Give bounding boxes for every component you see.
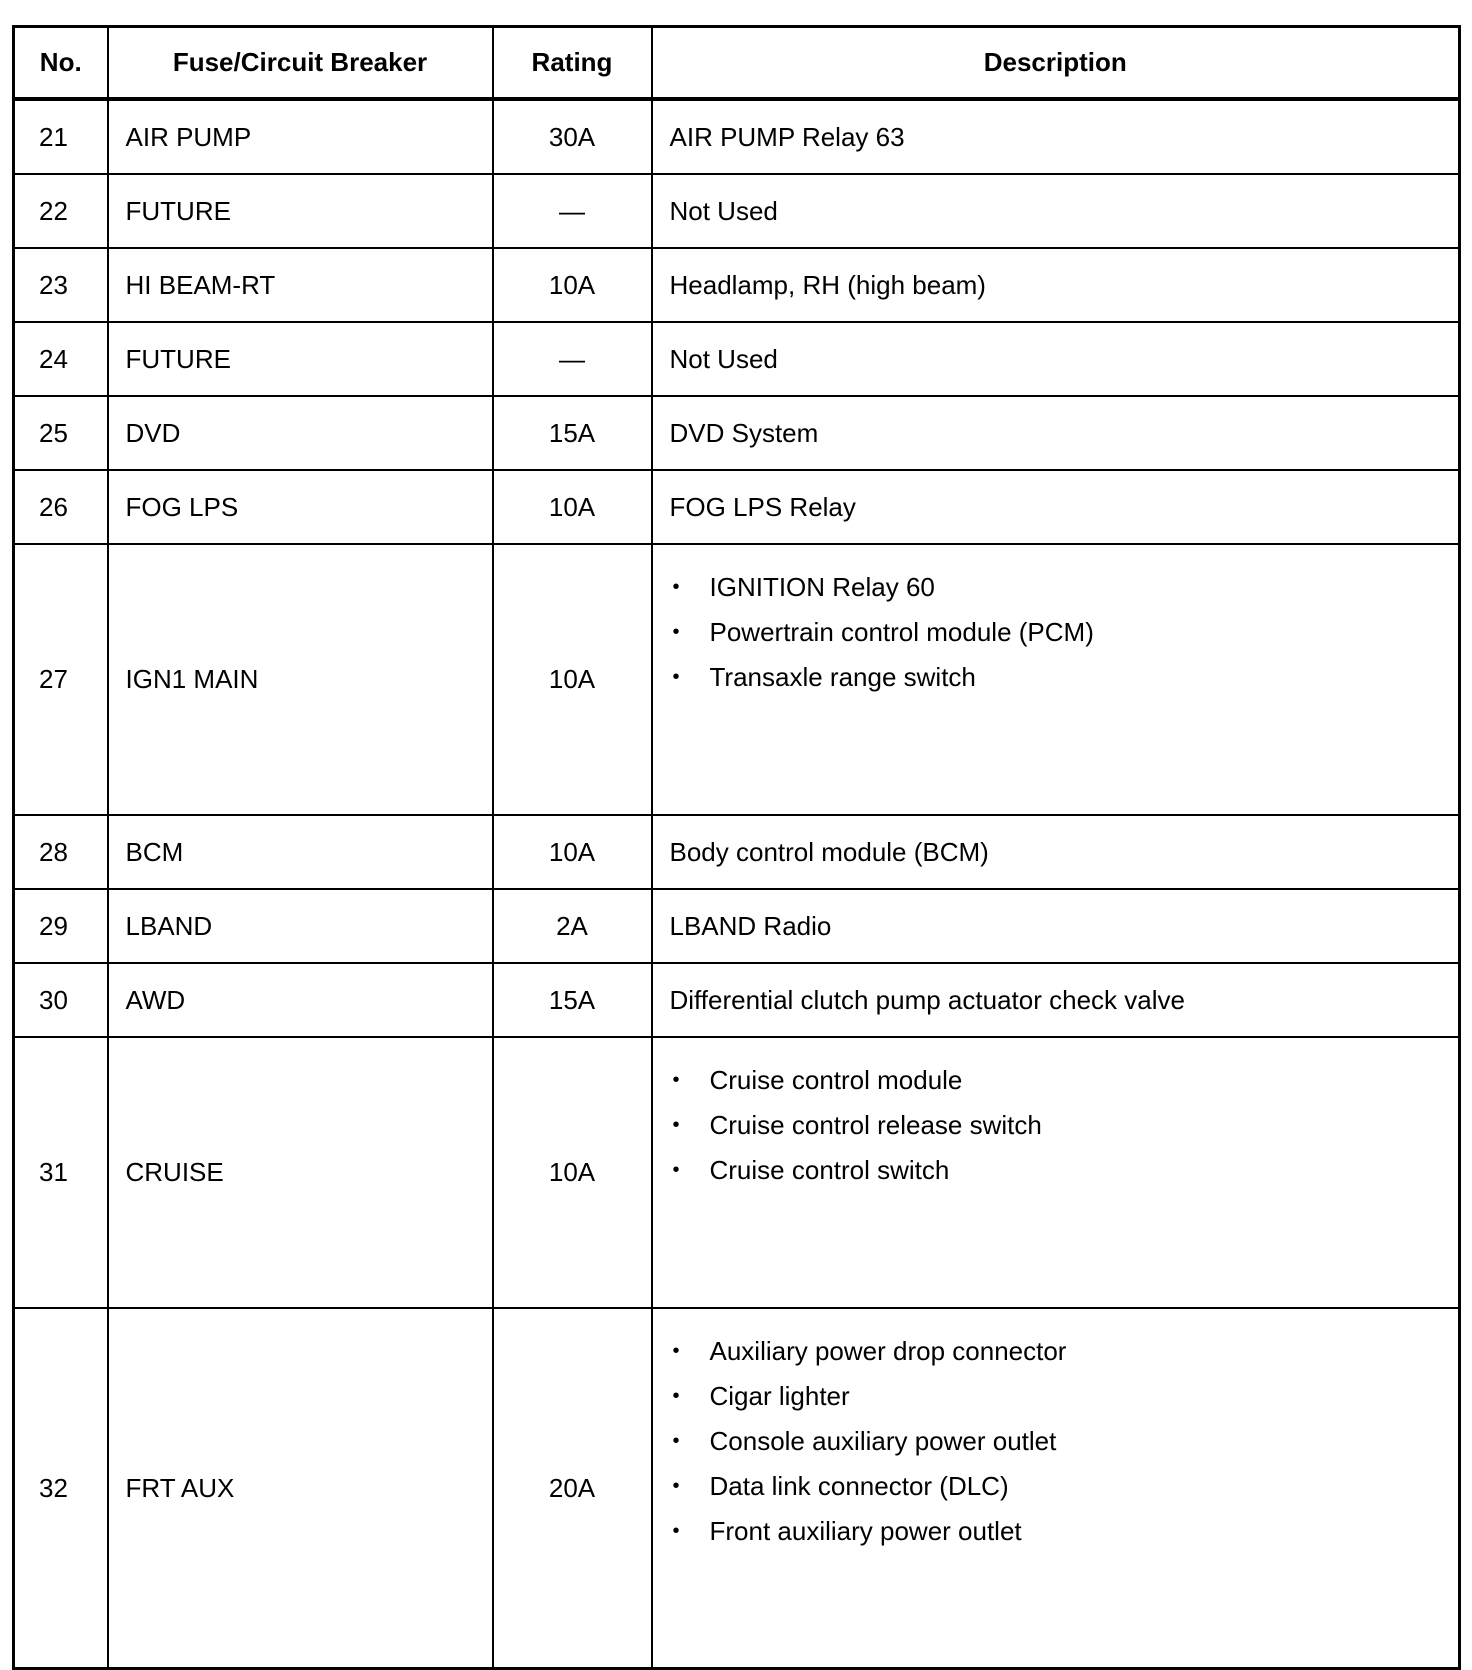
cell-no: 30: [14, 963, 108, 1037]
list-item: • Powertrain control module (PCM): [670, 610, 1459, 655]
cell-no: 22: [14, 174, 108, 248]
list-item: • Cruise control module: [670, 1058, 1459, 1103]
bullet-icon: •: [672, 666, 680, 688]
cell-description: FOG LPS Relay: [652, 470, 1460, 544]
bullet-icon: •: [672, 1114, 680, 1136]
bullet-icon: •: [672, 1340, 680, 1362]
cell-description: Not Used: [652, 174, 1460, 248]
cell-no: 32: [14, 1308, 108, 1669]
cell-no: 29: [14, 889, 108, 963]
bullet-icon: •: [672, 1520, 680, 1542]
cell-fuse: FOG LPS: [108, 470, 493, 544]
description-list: [670, 1329, 1459, 1554]
cell-fuse: HI BEAM-RT: [108, 248, 493, 322]
cell-rating: 2A: [493, 889, 652, 963]
cell-no: 31: [14, 1037, 108, 1308]
header-rating: Rating: [493, 27, 652, 100]
cell-rating: 10A: [493, 544, 652, 815]
cell-no: 23: [14, 248, 108, 322]
cell-no: 24: [14, 322, 108, 396]
list-item: • Cruise control switch: [670, 1148, 1459, 1193]
table-header-row: [14, 27, 1460, 100]
list-item: • Transaxle range switch: [670, 655, 1459, 700]
cell-no: 27: [14, 544, 108, 815]
cell-description: [652, 1308, 1460, 1669]
bullet-icon: •: [672, 1475, 680, 1497]
table-row: [14, 963, 1460, 1037]
cell-no: 21: [14, 99, 108, 174]
list-item: • Data link connector (DLC): [670, 1464, 1459, 1509]
table-row: [14, 1308, 1460, 1669]
cell-fuse: IGN1 MAIN: [108, 544, 493, 815]
list-item: • Auxiliary power drop connector: [670, 1329, 1459, 1374]
cell-no: 28: [14, 815, 108, 889]
cell-fuse: AIR PUMP: [108, 99, 493, 174]
table-row: [14, 248, 1460, 322]
bullet-icon: •: [672, 1159, 680, 1181]
table-row: [14, 174, 1460, 248]
table-row: [14, 1037, 1460, 1308]
cell-fuse: FRT AUX: [108, 1308, 493, 1669]
cell-rating: 30A: [493, 99, 652, 174]
bullet-icon: •: [672, 1385, 680, 1407]
cell-rating: —: [493, 322, 652, 396]
table-row: [14, 815, 1460, 889]
cell-rating: 10A: [493, 248, 652, 322]
cell-rating: —: [493, 174, 652, 248]
cell-description: Differential clutch pump actuator check valve: [652, 963, 1460, 1037]
table-row: [14, 889, 1460, 963]
description-list: [670, 565, 1459, 700]
cell-fuse: CRUISE: [108, 1037, 493, 1308]
list-item: • Cruise control release switch: [670, 1103, 1459, 1148]
fuse-table: [12, 25, 1461, 1670]
list-item: • IGNITION Relay 60: [670, 565, 1459, 610]
cell-rating: 10A: [493, 470, 652, 544]
cell-rating: 15A: [493, 396, 652, 470]
header-no: No.: [14, 27, 108, 100]
cell-rating: 10A: [493, 815, 652, 889]
cell-fuse: FUTURE: [108, 322, 493, 396]
table-row: [14, 396, 1460, 470]
cell-no: 25: [14, 396, 108, 470]
cell-description: AIR PUMP Relay 63: [652, 99, 1460, 174]
list-item: • Console auxiliary power outlet: [670, 1419, 1459, 1464]
cell-fuse: AWD: [108, 963, 493, 1037]
cell-description: DVD System: [652, 396, 1460, 470]
cell-description: Body control module (BCM): [652, 815, 1460, 889]
bullet-icon: •: [672, 1430, 680, 1452]
header-fuse: Fuse/Circuit Breaker: [108, 27, 493, 100]
table-row: [14, 544, 1460, 815]
cell-fuse: DVD: [108, 396, 493, 470]
header-description: Description: [652, 27, 1460, 100]
cell-rating: 15A: [493, 963, 652, 1037]
cell-description: Headlamp, RH (high beam): [652, 248, 1460, 322]
cell-rating: 20A: [493, 1308, 652, 1669]
cell-no: 26: [14, 470, 108, 544]
cell-fuse: BCM: [108, 815, 493, 889]
cell-description: Not Used: [652, 322, 1460, 396]
table-row: [14, 322, 1460, 396]
list-item: • Front auxiliary power outlet: [670, 1509, 1459, 1554]
cell-rating: 10A: [493, 1037, 652, 1308]
cell-description: LBAND Radio: [652, 889, 1460, 963]
bullet-icon: •: [672, 621, 680, 643]
list-item: • Cigar lighter: [670, 1374, 1459, 1419]
bullet-icon: •: [672, 1069, 680, 1091]
cell-fuse: FUTURE: [108, 174, 493, 248]
description-list: [670, 1058, 1459, 1193]
cell-fuse: LBAND: [108, 889, 493, 963]
bullet-icon: •: [672, 576, 680, 598]
table-row: [14, 470, 1460, 544]
cell-description: [652, 544, 1460, 815]
table-row: [14, 99, 1460, 174]
cell-description: [652, 1037, 1460, 1308]
